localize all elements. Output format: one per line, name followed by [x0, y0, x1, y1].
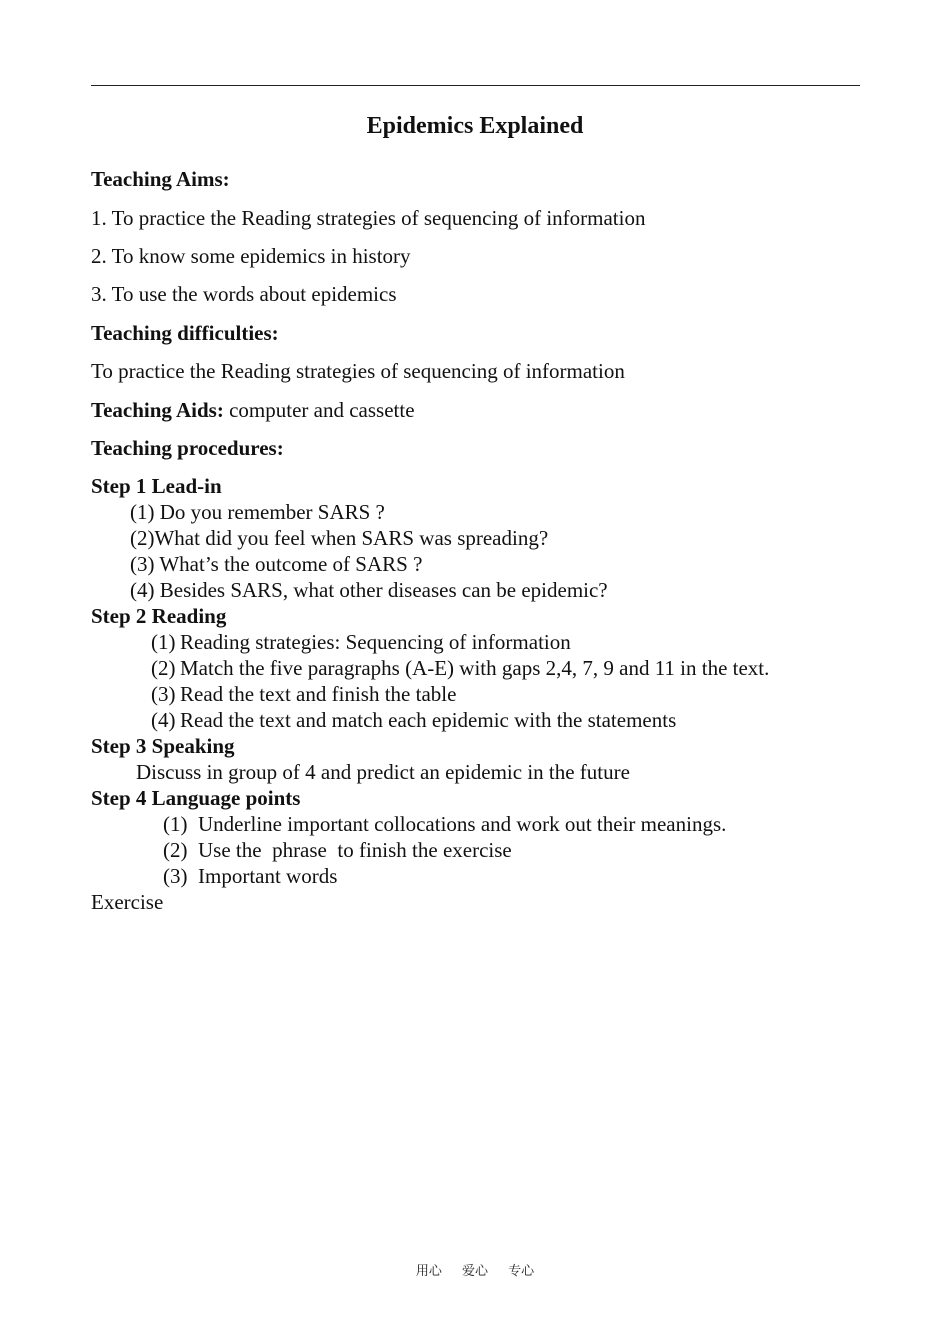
step1-item: (3) What’s the outcome of SARS ?: [130, 552, 423, 576]
aim-item: 2. To know some epidemics in history: [91, 244, 411, 268]
aim-item: 3. To use the words about epidemics: [91, 282, 397, 306]
page-footer: [0, 1260, 950, 1279]
item-text: Match the five paragraphs (A-E) with gaps 2,4, 7, 9 and 11 in the text.: [180, 656, 770, 680]
item-text: Underline important collocations and work out their meanings.: [198, 812, 727, 836]
step4-item: [163, 811, 726, 837]
step1-item: (2)What did you feel when SARS was spreading?: [130, 526, 549, 550]
aids-text: computer and cassette: [223, 398, 415, 422]
procedures-heading: Teaching procedures:: [91, 436, 284, 460]
difficulties-text: To practice the Reading strategies of sequencing of information: [91, 359, 625, 383]
item-number: (3): [163, 864, 188, 888]
item-number: (1): [163, 812, 188, 836]
step3-heading: Step 3 Speaking: [91, 734, 235, 758]
aids-line: [91, 397, 415, 423]
exercise-label: Exercise: [91, 890, 164, 914]
aims-heading: Teaching Aims:: [91, 167, 230, 191]
footer-text: 爱心: [461, 1264, 488, 1279]
step2-heading: Step 2 Reading: [91, 604, 227, 628]
step2-item: [151, 681, 456, 707]
step3-text: Discuss in group of 4 and predict an epidemic in the future: [136, 760, 630, 784]
page-title: Epidemics Explained: [366, 113, 584, 139]
item-text: Use the phrase to finish the exercise: [198, 838, 512, 862]
step4-item: [163, 837, 512, 863]
step4-heading: Step 4 Language points: [91, 786, 301, 810]
aim-item: 1. To practice the Reading strategies of sequencing of information: [91, 206, 646, 230]
aids-label: Teaching Aids:: [91, 398, 224, 422]
step4-item: [163, 863, 337, 889]
step2-item: [151, 629, 571, 655]
item-number: (1): [151, 630, 176, 654]
footer-text: 用心: [415, 1264, 442, 1279]
step2-item: [151, 655, 769, 681]
step1-item: (4) Besides SARS, what other diseases can be epidemic?: [130, 578, 608, 602]
step1-item: (1) Do you remember SARS ?: [130, 500, 385, 524]
item-text: Reading strategies: Sequencing of information: [180, 630, 571, 654]
item-number: (2): [151, 656, 176, 680]
item-text: Important words: [198, 864, 338, 888]
difficulties-heading: Teaching difficulties:: [91, 321, 279, 345]
item-text: Read the text and finish the table: [180, 682, 457, 706]
step1-heading: Step 1 Lead-in: [91, 474, 222, 498]
step2-item: [151, 707, 676, 733]
item-text: Read the text and match each epidemic with the statements: [180, 708, 677, 732]
item-number: (3): [151, 682, 176, 706]
item-number: (2): [163, 838, 188, 862]
header-rule: [91, 85, 860, 86]
item-number: (4): [151, 708, 176, 732]
footer-text: 专心: [508, 1264, 535, 1279]
